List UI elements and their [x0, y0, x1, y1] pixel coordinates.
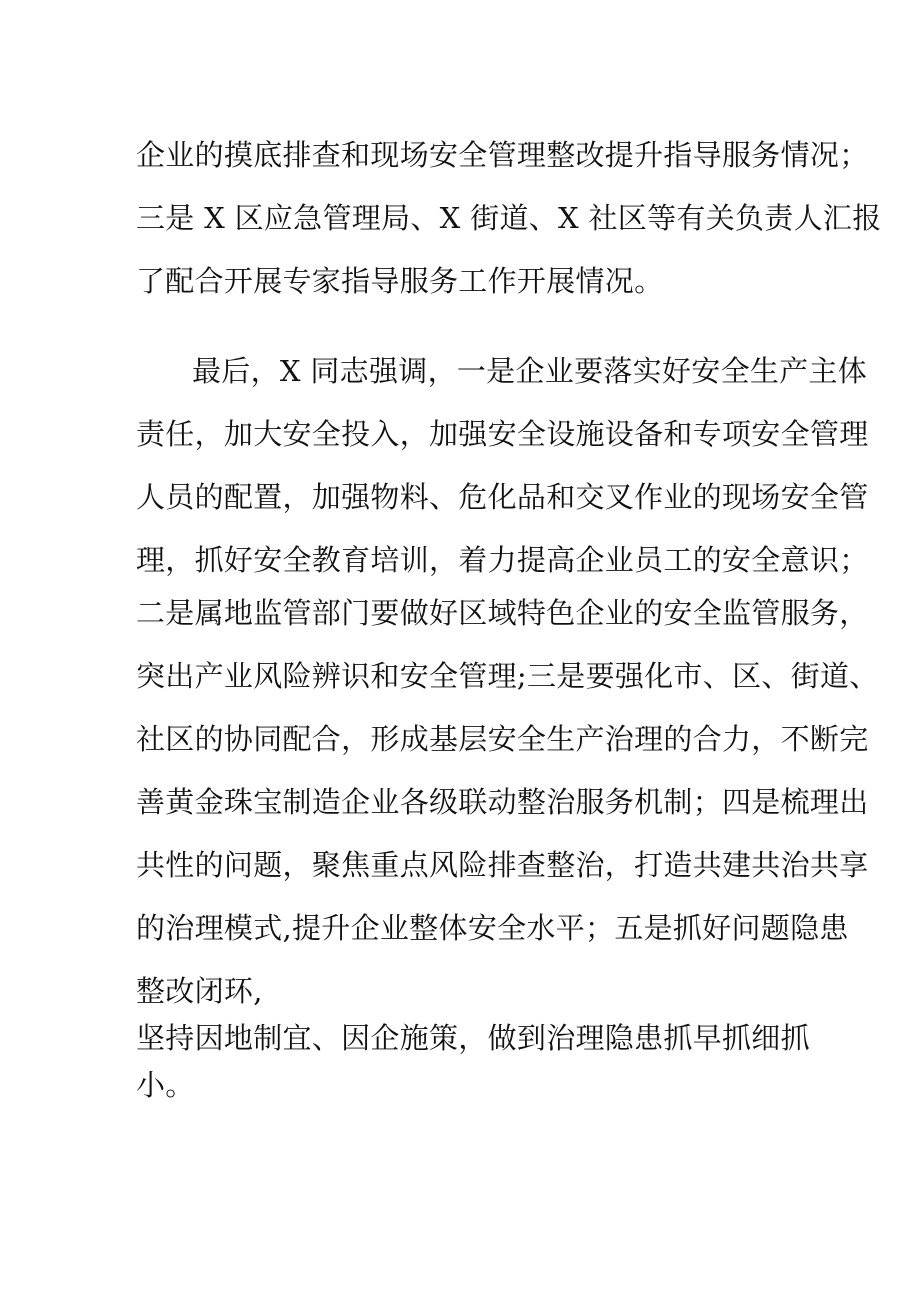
text-line: 最后，X 同志强调，一是企业要落实好安全生产主体 [192, 354, 868, 388]
text-line: 二是属地监管部门要做好区域特色企业的安全监管服务， [136, 596, 869, 630]
text-line: 人员的配置，加强物料、危化品和交叉作业的现场安全管 [136, 480, 869, 514]
text-line: 责任，加大安全投入，加强安全设施设备和专项安全管理 [136, 417, 869, 451]
text-line: 整改闭环, [136, 974, 263, 1008]
text-line: 理，抓好安全教育培训，着力提高企业员工的安全意识； [136, 543, 869, 577]
text-line: 善黄金珠宝制造企业各级联动整治服务机制；四是梳理出 [136, 785, 869, 819]
text-line: 了配合开展专家指导服务工作开展情况。 [136, 264, 664, 298]
text-line: 的治理模式,提升企业整体安全水平；五是抓好问题隐患 [136, 911, 849, 945]
text-line: 小。 [136, 1068, 195, 1102]
text-line: 三是 X 区应急管理局、X 街道、X 社区等有关负责人汇报 [136, 201, 882, 235]
text-line: 坚持因地制宜、因企施策，做到治理隐患抓早抓细抓 [136, 1021, 810, 1055]
text-line: 突出产业风险辨识和安全管理;三是要强化市、区、街道、 [136, 659, 879, 693]
text-line: 社区的协同配合，形成基层安全生产治理的合力，不断完 [136, 722, 869, 756]
text-line: 企业的摸底排查和现场安全管理整改提升指导服务情况； [136, 138, 869, 172]
text-line: 共性的问题，聚焦重点风险排查整治，打造共建共治共享 [136, 848, 869, 882]
